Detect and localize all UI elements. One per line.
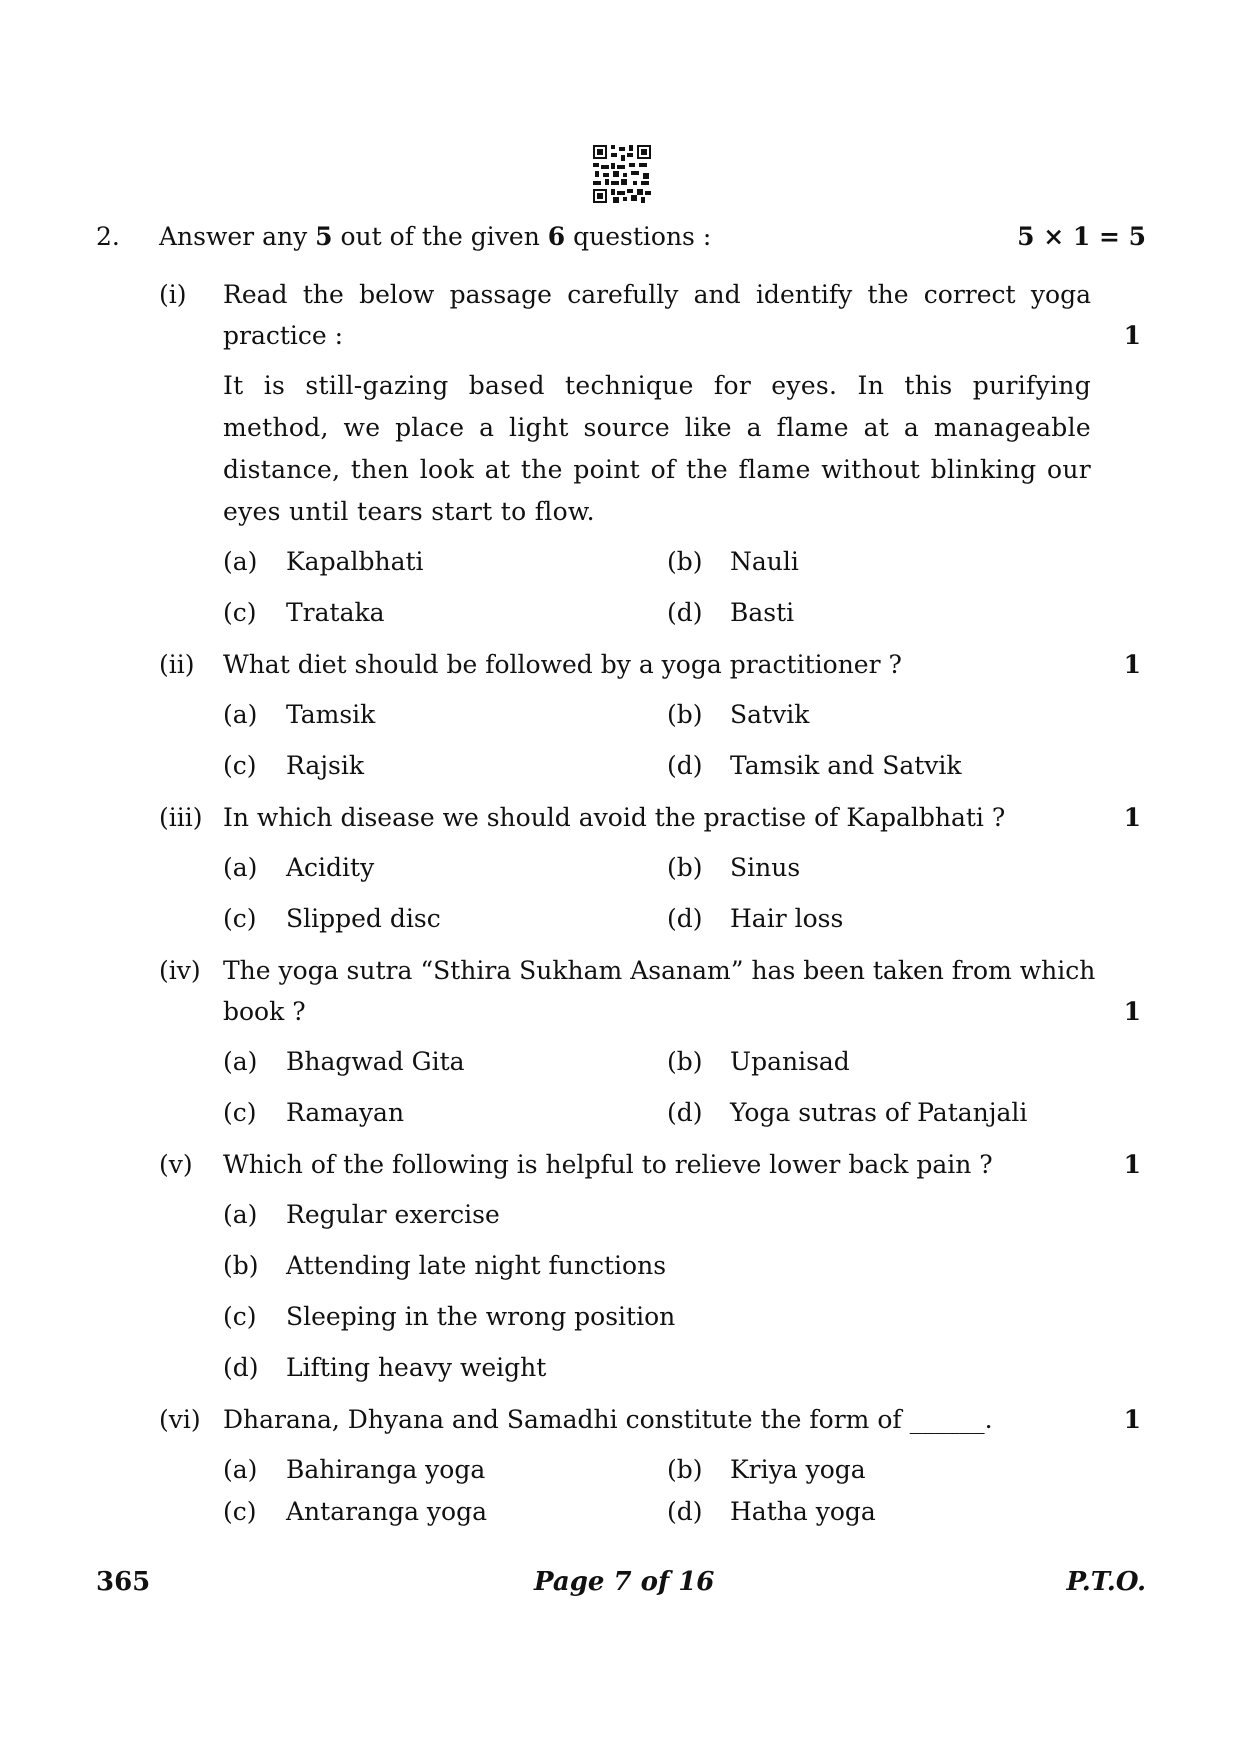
option-text[interactable]: Hatha yoga — [730, 1497, 876, 1526]
subquestion-text: Dharana, Dhyana and Samadhi constitute the form of ______. — [223, 1405, 993, 1434]
option-label: (d) — [667, 598, 703, 627]
option-label: (d) — [223, 1353, 259, 1382]
option-text[interactable]: Antaranga yoga — [286, 1497, 488, 1526]
instruction-text: questions : — [565, 222, 712, 251]
subquestion-number: (v) — [159, 1150, 193, 1179]
page-number: Page 7 of 16 — [534, 1567, 715, 1597]
option-text[interactable]: Attending late night functions — [286, 1251, 667, 1280]
option-text[interactable]: Sleeping in the wrong position — [286, 1302, 676, 1331]
option-label: (b) — [667, 853, 703, 882]
option-label: (a) — [223, 1200, 258, 1229]
subquestion-text: The yoga sutra “Sthira Sukham Asanam” has been taken from which — [223, 956, 1096, 985]
option-text[interactable]: Rajsik — [286, 751, 365, 780]
option-label: (d) — [667, 1497, 703, 1526]
option-text[interactable]: Regular exercise — [286, 1200, 500, 1229]
option-label: (c) — [223, 1098, 257, 1127]
subquestion-text: book ? — [223, 997, 306, 1026]
option-label: (c) — [223, 598, 257, 627]
subquestion-text: Read the below passage carefully and identify the correct yoga — [223, 280, 1091, 309]
option-text[interactable]: Hair loss — [730, 904, 844, 933]
instruction-text: Answer any — [159, 222, 316, 251]
option-label: (b) — [667, 547, 703, 576]
option-text[interactable]: Upanisad — [730, 1047, 850, 1076]
option-text[interactable]: Acidity — [286, 853, 375, 882]
option-text[interactable]: Sinus — [730, 853, 801, 882]
option-label: (c) — [223, 1302, 257, 1331]
option-text[interactable]: Bhagwad Gita — [286, 1047, 465, 1076]
pto-label: P.T.O. — [1066, 1567, 1146, 1597]
option-text[interactable]: Tamsik and Satvik — [730, 751, 962, 780]
option-label: (d) — [667, 1098, 703, 1127]
option-label: (d) — [667, 751, 703, 780]
option-text[interactable]: Trataka — [286, 598, 385, 627]
question-number: 2. — [96, 222, 120, 251]
subquestion-text: What diet should be followed by a yoga practitioner ? — [223, 650, 902, 679]
option-label: (d) — [667, 904, 703, 933]
option-label: (b) — [667, 1455, 703, 1484]
subquestion-number: (i) — [159, 280, 187, 309]
subquestion-number: (ii) — [159, 650, 195, 679]
subquestion-mark: 1 — [1123, 321, 1141, 350]
option-text[interactable]: Bahiranga yoga — [286, 1455, 486, 1484]
subquestion-mark: 1 — [1123, 650, 1141, 679]
option-label: (a) — [223, 1047, 258, 1076]
option-label: (c) — [223, 904, 257, 933]
subquestion-text: In which disease we should avoid the practise of Kapalbhati ? — [223, 803, 1006, 832]
option-text[interactable]: Lifting heavy weight — [286, 1353, 547, 1382]
option-label: (c) — [223, 751, 257, 780]
paper-code: 365 — [96, 1567, 151, 1597]
instruction-count: 5 — [315, 222, 333, 251]
option-label: (a) — [223, 853, 258, 882]
instruction-text: out of the given — [332, 222, 548, 251]
qr-code-icon — [593, 145, 651, 203]
option-label: (b) — [667, 1047, 703, 1076]
option-label: (b) — [223, 1251, 259, 1280]
subquestion-text: practice : — [223, 321, 344, 350]
option-text[interactable]: Tamsik — [286, 700, 376, 729]
option-text[interactable]: Satvik — [730, 700, 810, 729]
option-text[interactable]: Slipped disc — [286, 904, 441, 933]
option-text[interactable]: Kapalbhati — [286, 547, 424, 576]
option-label: (a) — [223, 547, 258, 576]
option-text[interactable]: Kriya yoga — [730, 1455, 866, 1484]
option-text[interactable]: Basti — [730, 598, 795, 627]
question-instruction — [159, 222, 711, 252]
subquestion-mark: 1 — [1123, 1150, 1141, 1179]
subquestion-number: (vi) — [159, 1405, 201, 1434]
option-label: (a) — [223, 1455, 258, 1484]
question-marks: 5 × 1 = 5 — [1017, 222, 1146, 251]
option-text[interactable]: Nauli — [730, 547, 799, 576]
option-text[interactable]: Ramayan — [286, 1098, 405, 1127]
subquestion-number: (iv) — [159, 956, 201, 985]
subquestion-text: Which of the following is helpful to relieve lower back pain ? — [223, 1150, 993, 1179]
subquestion-mark: 1 — [1123, 997, 1141, 1026]
option-text[interactable]: Yoga sutras of Patanjali — [730, 1098, 1028, 1127]
instruction-total: 6 — [547, 222, 566, 251]
subquestion-mark: 1 — [1123, 1405, 1141, 1434]
option-label: (b) — [667, 700, 703, 729]
option-label: (a) — [223, 700, 258, 729]
option-label: (c) — [223, 1497, 257, 1526]
subquestion-mark: 1 — [1123, 803, 1141, 832]
subquestion-number: (iii) — [159, 803, 203, 832]
passage: It is still-gazing based technique for eyes. In this purifying method, we place a light source like a flame at a manageable distance, then look at the point of the flame without blinking our eyes until tears start to flow. — [223, 371, 1091, 526]
